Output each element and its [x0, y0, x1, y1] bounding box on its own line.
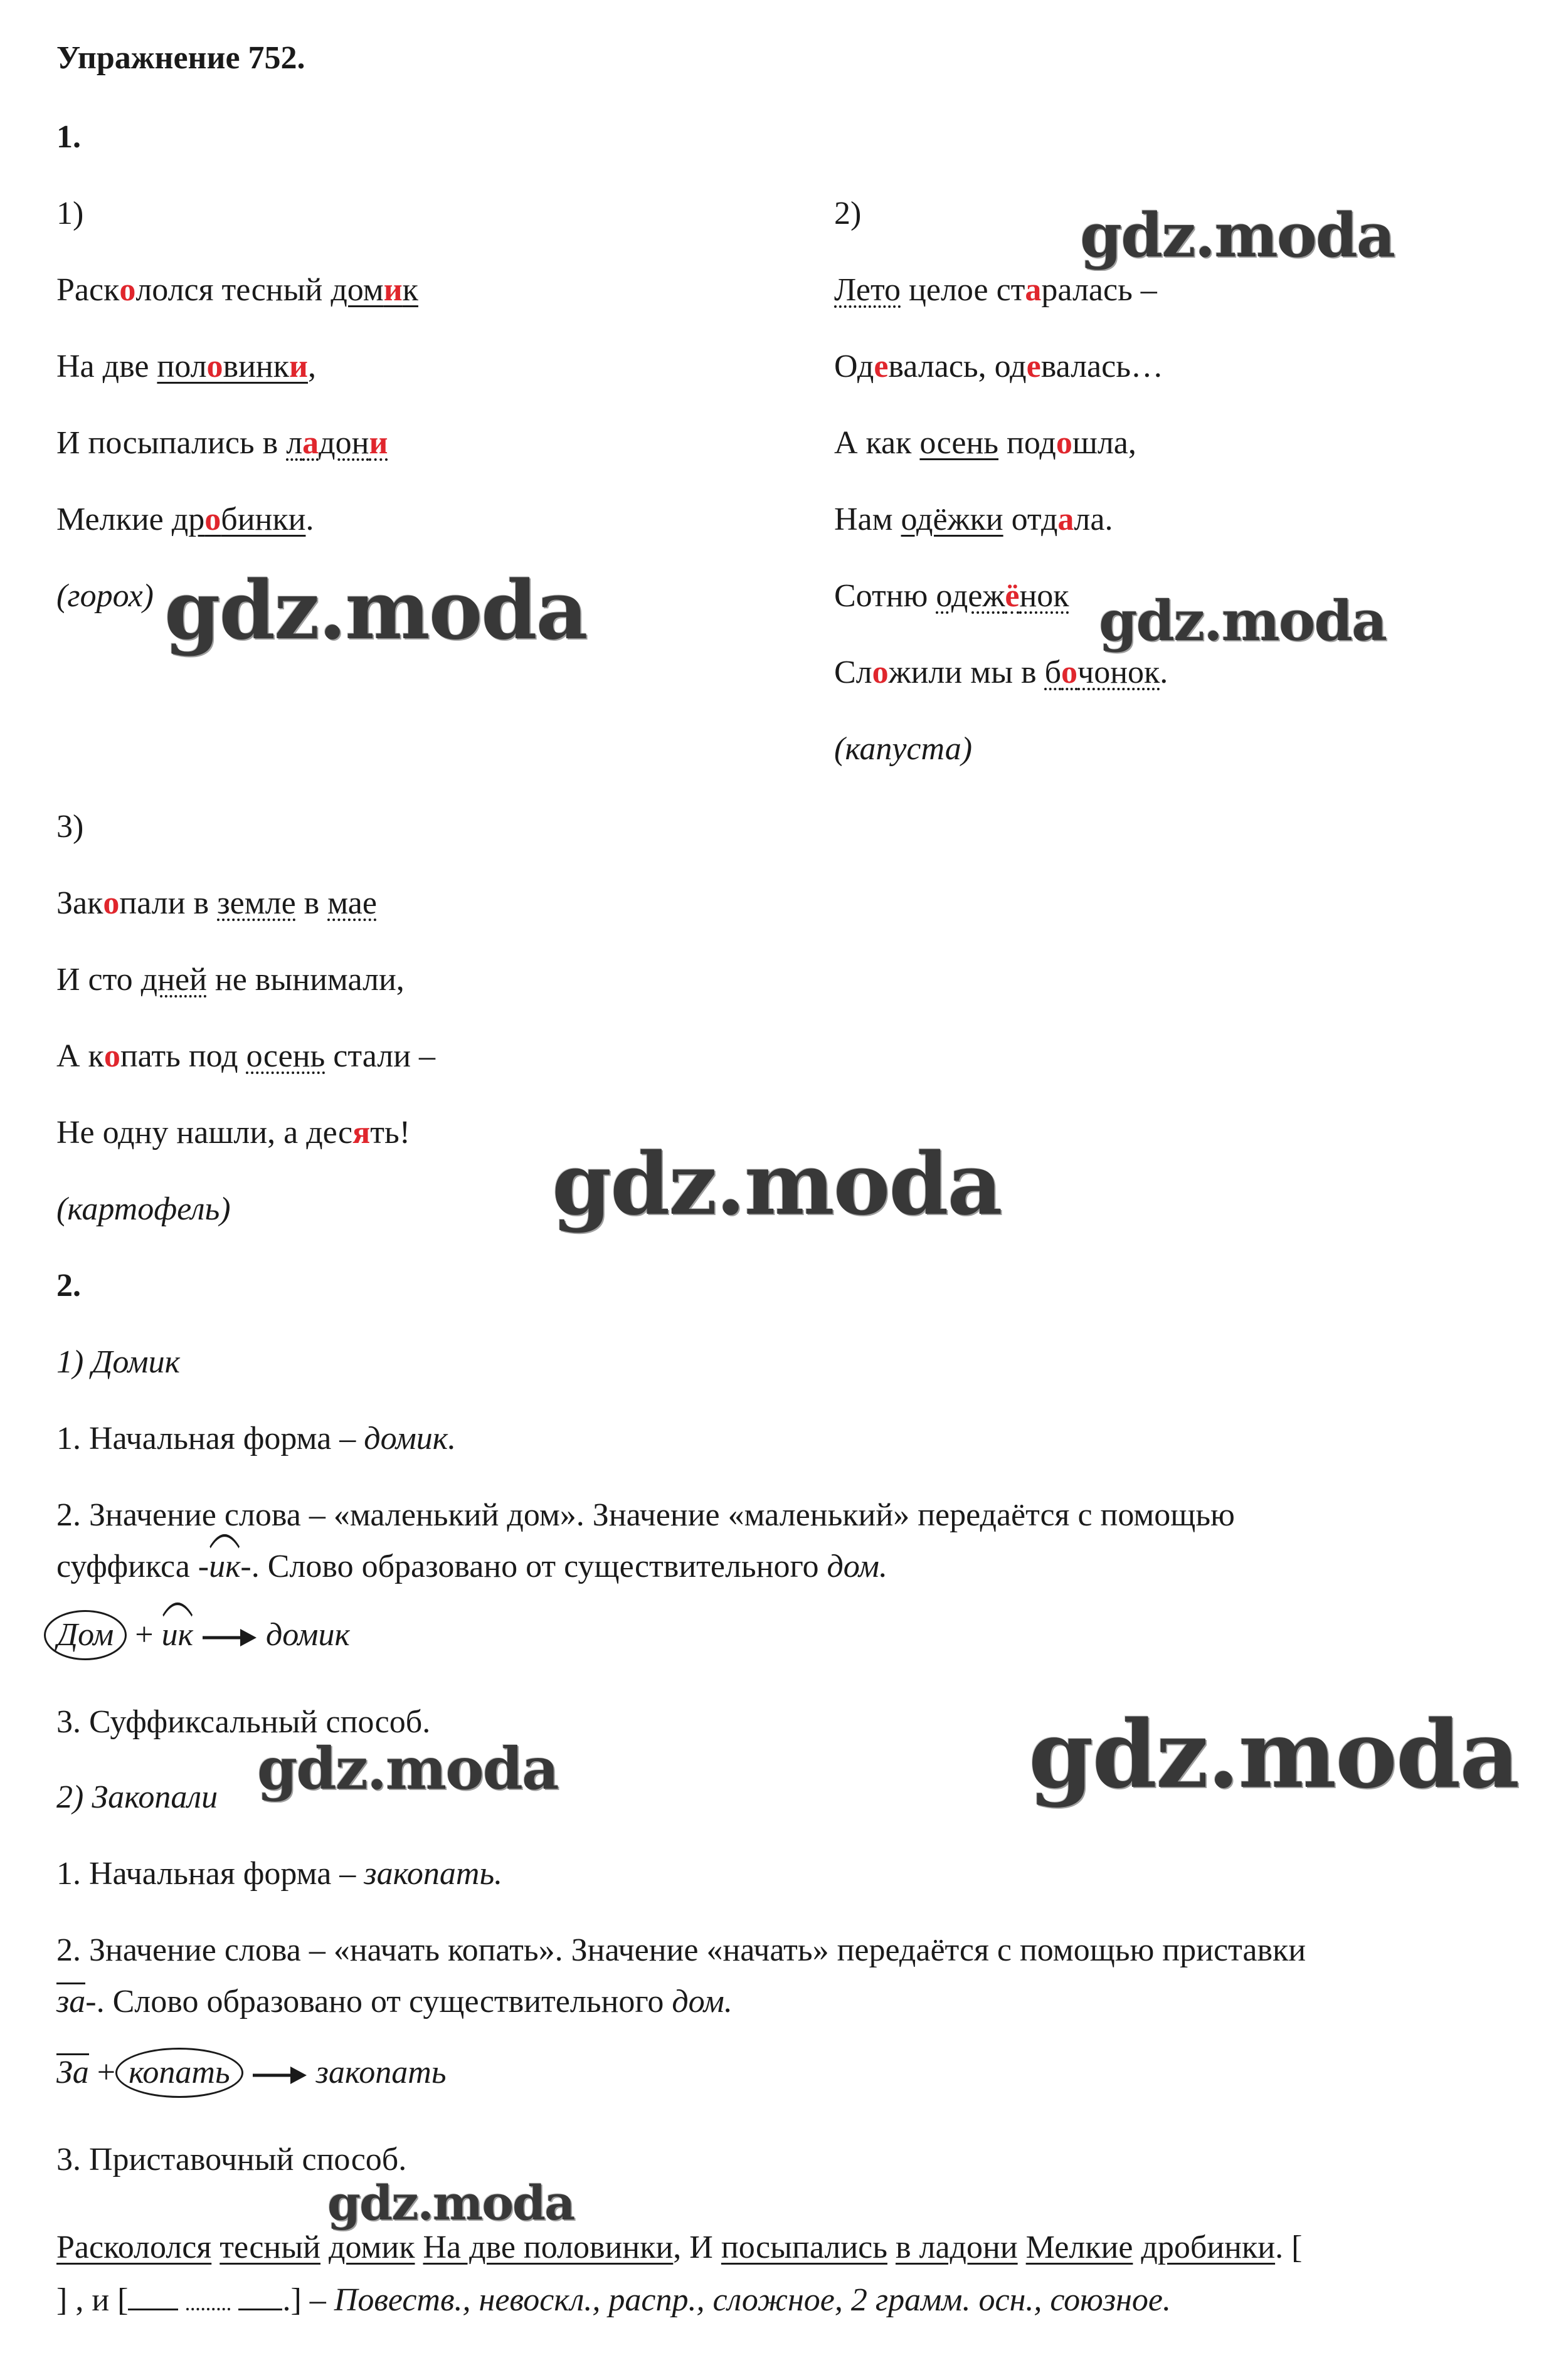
word-1-method: 3. Суффиксальный способ.	[56, 1704, 431, 1740]
riddle-1-line-2: На две половинки,	[56, 349, 316, 384]
watermark: gdz.moda	[327, 2175, 574, 2231]
riddle-1-answer: (горох)	[56, 578, 154, 614]
suffix-arc-icon	[162, 1597, 193, 1618]
riddle-3-number: 3)	[56, 809, 84, 845]
prefix-mark: За	[56, 2055, 89, 2090]
word-2-formation-scheme: За + копать закопать	[56, 2048, 447, 2098]
word-1-meaning-line-2: суффикса - ик-. Слово образовано от существительного дом.	[56, 1547, 887, 1586]
word-2-meaning-line-2: за-. Слово образовано от существительного дом.	[56, 1984, 733, 2019]
riddle-3-answer: (картофель)	[56, 1191, 231, 1227]
watermark: gdz.moda	[1080, 200, 1395, 271]
word-1-heading: 1) Домик	[56, 1344, 180, 1380]
watermark: gdz.moda	[552, 1134, 1002, 1235]
arrow-right-icon	[201, 1624, 258, 1651]
riddle-3-line-3: А копать под осень стали –	[56, 1038, 436, 1074]
riddle-3-line-4: Не одну нашли, а десять!	[56, 1115, 411, 1151]
word-1-formation-scheme: Дом + ик домик	[44, 1610, 350, 1660]
word-2-initial-form: 1. Начальная форма – закопать.	[56, 1856, 503, 1892]
part-1-label: 1.	[56, 119, 81, 155]
root-circle: Дом	[44, 1610, 127, 1660]
syntax-sentence-line-2: ] , и [ .] – Повеств., невоскл., распр., сложное, 2 грамм. осн., союзное.	[56, 2282, 1171, 2318]
word-2-heading: 2) Закопали	[56, 1779, 218, 1815]
riddle-3-line-2: И сто дней не вынимали,	[56, 962, 405, 998]
riddle-2-line-2: Одевалась, одевалась…	[834, 349, 1163, 384]
riddle-3-line-1: Закопали в земле в мае	[56, 885, 377, 921]
riddle-1-line-3: И посыпались в ладони	[56, 425, 388, 461]
riddle-2-line-6: Сложили мы в бочонок.	[834, 655, 1168, 690]
riddle-1-number: 1)	[56, 196, 84, 231]
riddle-2-line-4: Нам одёжки отдала.	[834, 502, 1113, 537]
watermark: gdz.moda	[1029, 1700, 1519, 1809]
watermark: gdz.moda	[1099, 588, 1387, 653]
riddle-2-number: 2)	[834, 196, 862, 231]
part-2-label: 2.	[56, 1268, 81, 1303]
root-circle: копать	[115, 2048, 243, 2098]
riddle-1-line-4: Мелкие дробинки.	[56, 502, 314, 537]
word-2-method: 3. Приставочный способ.	[56, 2142, 407, 2177]
syntax-sentence-line-1: Раскололся тесный домик На две половинки, И посыпались в ладони Мелкие дробинки. [	[56, 2230, 1303, 2265]
exercise-title: Упражнение 752.	[56, 40, 305, 76]
word-1-meaning-line-1: 2. Значение слова – «маленький дом». Значение «маленький» передаётся с помощью	[56, 1497, 1235, 1533]
arrow-right-icon	[251, 2061, 308, 2089]
watermark: gdz.moda	[257, 1735, 558, 1803]
word-1-initial-form: 1. Начальная форма – домик.	[56, 1421, 457, 1456]
word-2-meaning-line-1: 2. Значение слова – «начать копать». Значение «начать» передаётся с помощью приставки	[56, 1932, 1306, 1968]
riddle-2-line-3: А как осень подошла,	[834, 425, 1136, 461]
riddle-2-line-1: Лето целое старалась –	[834, 272, 1157, 308]
riddle-2-answer: (капуста)	[834, 731, 973, 767]
riddle-2-line-5: Сотню одежёнок	[834, 578, 1069, 614]
watermark: gdz.moda	[164, 564, 587, 658]
suffix-arc-icon	[209, 1529, 240, 1550]
riddle-1-line-1: Раскололся тесный домик	[56, 272, 418, 308]
